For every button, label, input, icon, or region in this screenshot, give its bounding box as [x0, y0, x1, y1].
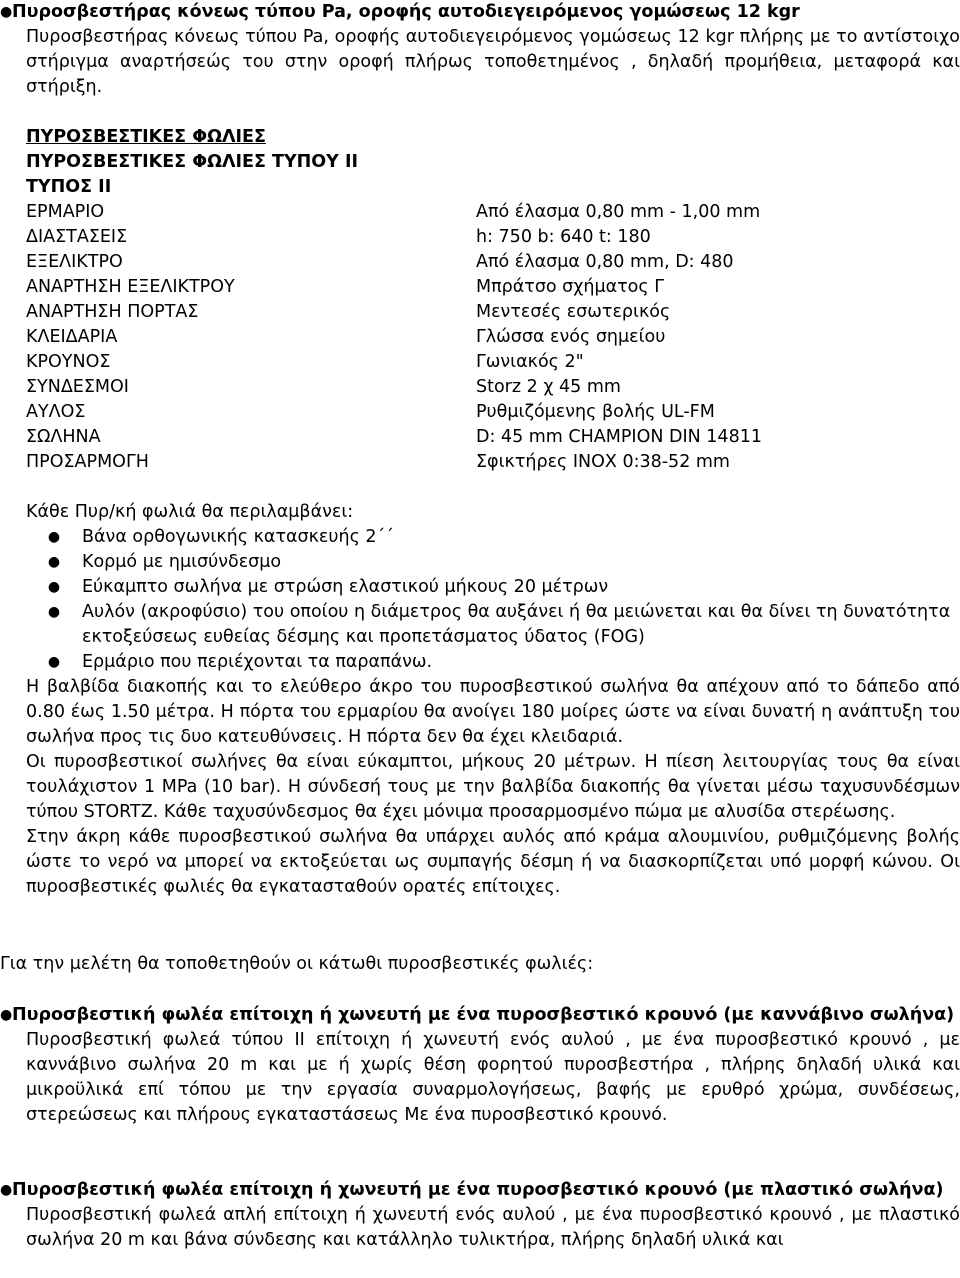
- spec-row: ΠΡΟΣΑΡΜΟΓΗ Σφικτήρες ΙΝΟΧ 0:38-52 mm: [26, 452, 730, 472]
- extinguisher-text: Πυροσβεστήρας κόνεως τύπου Pa, οροφής αυτοδιεγειρόμενος γομώσεως 12 kgr πλήρης με το αντίστοιχο στήριγμα αναρτήσεώς του στην οροφή πλήρως τοποθετημένος , δηλαδή προμήθεια, μεταφορά και στήριξη.: [26, 27, 960, 97]
- spec-row: ΑΝΑΡΤΗΣΗ ΕΞΕΛΙΚΤΡΟΥ Μπράτσο σχήματος Γ: [26, 277, 664, 297]
- cabinet-plastic-text: Πυροσβεστική φωλεά απλή επίτοιχη ή χωνευτή ενός αυλού , με ένα πυροσβεστικό κρουνό , με πλαστικό σωλήνα 20 m και βάνα σύνδεσης και κατάλληλο τυλικτήρα, πλήρης δηλαδή υλικά και: [26, 1205, 960, 1250]
- bullet-icon: ●: [0, 1182, 13, 1198]
- cabinet-hemp-text: Πυροσβεστική φωλεά τύπου ΙΙ επίτοιχη ή χωνευτή ενός αυλού , με ένα πυροσβεστικό κρουνό , με καννάβινο σωλήνα 20 m και με ή χωρίς θέση φορητού πυροσβεστήρα , πλήρης δηλαδή υλικά και μικροϋλικά επί τόπου με την εργασία συναρμολογήσεως, βαφής με ερυθρό χρώμα, συνδέσεως, στερεώσεως και πλήρους εγκαταστάσεως Με ένα πυροσβεστικό κρουνό.: [26, 1030, 960, 1125]
- spec-row: ΣΥΝΔΕΣΜΟΙ Storz 2 χ 45 mm: [26, 377, 621, 397]
- list-item: ● Εύκαμπτο σωλήνα με στρώση ελαστικού μήκους 20 μέτρων: [26, 575, 960, 600]
- section-cabinet-plastic: [0, 1178, 960, 1253]
- heading-fire-cabinets-type: ΠΥΡΟΣΒΕΣΤΙΚΕΣ ΦΩΛΙΕΣ ΤΥΠΟΥ ΙΙ: [26, 152, 358, 172]
- spacer: [26, 475, 960, 500]
- section-hose-cabinets: [26, 125, 960, 900]
- cabinet-hemp-title-row: [0, 1003, 960, 1028]
- spec-row: ΣΩΛΗΝΑ D: 45 mm CHAMPION DIN 14811: [26, 427, 762, 447]
- list-item: ● Ερμάριο που περιέχονται τα παραπάνω.: [26, 650, 960, 675]
- spec-row: ΑΝΑΡΤΗΣΗ ΠΟΡΤΑΣ Μεντεσές εσωτερικός: [26, 302, 671, 322]
- paragraph-hoses: Οι πυροσβεστικοί σωλήνες θα είναι εύκαμπτοι, μήκους 20 μέτρων. Η πίεση λειτουργίας τους θα είναι τουλάχιστον 1 MPa (10 bar). Η σύνδεσή τους με την βαλβίδα διακοπής θα γίνεται μέσω ταχυσυνδέσμων τύπου STORTZ. Κάθε ταχυσύνδεσμος θα έχει μόνιμα προσαρμοσμένο πώμα με αλυσίδα στερέωσης.: [26, 752, 960, 822]
- spec-row: ΑΥΛΟΣ Ρυθμιζόμενης βολής UL-FM: [26, 402, 715, 422]
- bullet-icon: ●: [0, 1007, 13, 1023]
- bullet-icon: ●: [47, 579, 61, 595]
- extinguisher-title-row: [0, 0, 960, 25]
- spec-row: ΕΡΜΑΡΙΟ Από έλασμα 0,80 mm - 1,00 mm: [26, 202, 761, 222]
- list-item: ● Κορμό με ημισύνδεσμο: [26, 550, 960, 575]
- spec-table: [26, 200, 960, 475]
- section-cabinet-hemp: [0, 1003, 960, 1128]
- spec-row: ΔΙΑΣΤΑΣΕΙΣ h: 750 b: 640 t: 180: [26, 227, 651, 247]
- cabinet-hemp-title: Πυροσβεστική φωλέα επίτοιχη ή χωνευτή με ένα πυροσβεστικό κρουνό (με καννάβινο σωλήνα): [12, 1005, 955, 1025]
- heading-fire-cabinets: ΠΥΡΟΣΒΕΣΤΙΚΕΣ ΦΩΛΙΕΣ: [26, 127, 266, 147]
- spec-row: ΚΛΕΙΔΑΡΙΑ Γλώσσα ενός σημείου: [26, 327, 666, 347]
- paragraph-nozzle: Στην άκρη κάθε πυροσβεστικού σωλήνα θα υπάρχει αυλός από κράμα αλουμινίου, ρυθμιζόμενης βολής ώστε το νερό να μπορεί να εκτοξεύεται ως συμπαγής δέσμη ή να διασκορπίζεται υπό μορφή κώνου. Οι πυροσβεστικές φωλιές θα εγκατασταθούν ορατές επίτοιχες.: [26, 827, 960, 897]
- paragraph-valve: Η βαλβίδα διακοπής και το ελεύθερο άκρο του πυροσβεστικού σωλήνα θα απέχουν από το δάπεδο από 0.80 έως 1.50 μέτρα. Η πόρτα του ερμαρίου θα ανοίγει 180 μοίρες ώστε να είναι δυνατή η ανάπτυξη του σωλήνα προς τις δυο κατευθύνσεις. Η πόρτα δεν θα έχει κλειδαριά.: [26, 677, 960, 747]
- includes-intro: Κάθε Πυρ/κή φωλιά θα περιλαμβάνει:: [26, 502, 354, 522]
- bullet-icon: ●: [47, 554, 61, 570]
- spec-row: ΕΞΕΛΙΚΤΡΟ Από έλασμα 0,80 mm, D: 480: [26, 252, 734, 272]
- study-intro: Για την μελέτη θα τοποθετηθούν οι κάτωθι πυροσβεστικές φωλιές:: [0, 954, 594, 974]
- cabinet-plastic-title-row: [0, 1178, 960, 1203]
- bullet-icon: ●: [0, 4, 13, 20]
- list-item: ● Αυλόν (ακροφύσιο) του οποίου η διάμετρος θα αυξάνει ή θα μειώνεται και θα δίνει τη δυνατότητα εκτοξεύσεως ευθείας δέσμης και προπετάσματος ύδατος (FOG): [26, 600, 960, 650]
- list-item: ● Βάνα ορθογωνικής κατασκευής 2΄΄: [26, 525, 960, 550]
- cabinet-plastic-title: Πυροσβεστική φωλέα επίτοιχη ή χωνευτή με ένα πυροσβεστικό κρουνό (με πλαστικό σωλήνα): [12, 1180, 944, 1200]
- bullet-icon: ●: [47, 654, 61, 670]
- bullet-icon: ●: [47, 529, 61, 545]
- extinguisher-title: Πυροσβεστήρας κόνεως τύπου Pa, οροφής αυτοδιεγειρόμενος γομώσεως 12 kgr: [12, 2, 800, 22]
- heading-type-ii: ΤΥΠΟΣ ΙΙ: [26, 177, 112, 197]
- includes-list: [26, 525, 960, 675]
- spec-row: ΚΡΟΥΝΟΣ Γωνιακός 2": [26, 352, 584, 372]
- section-extinguisher: [0, 0, 960, 100]
- bullet-icon: ●: [47, 604, 61, 620]
